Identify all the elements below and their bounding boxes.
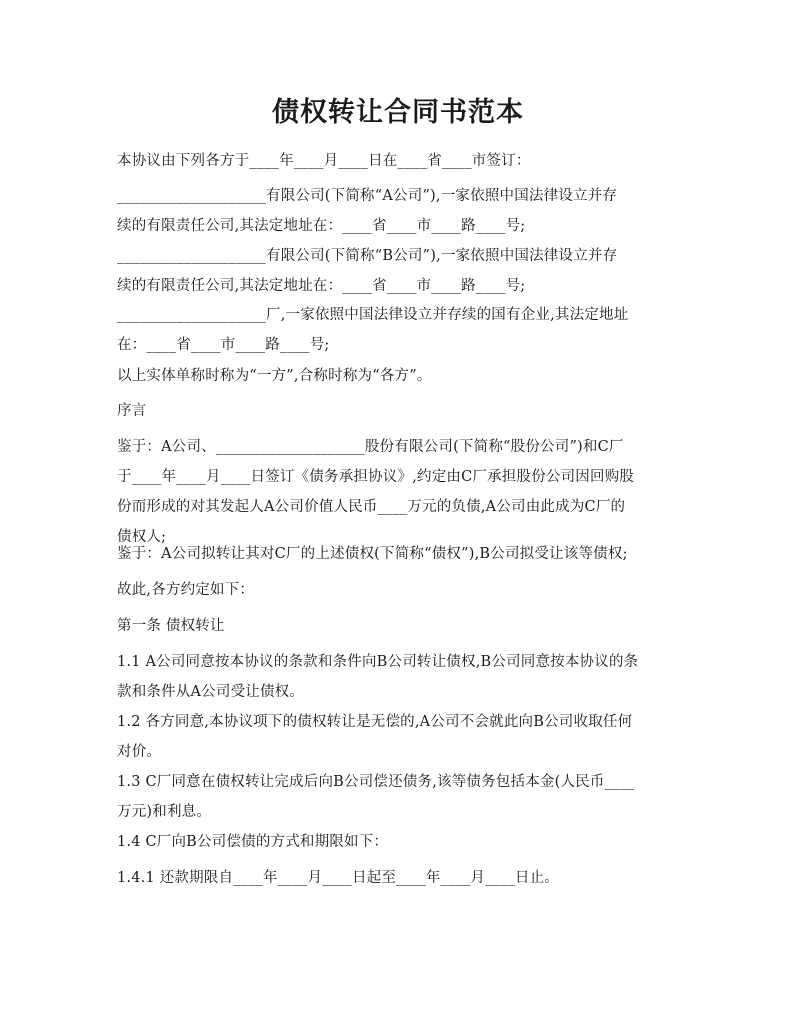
text-line: 于____年____月____日签订《债务承担协议》,约定由C厂承担股份公司因回购股 bbox=[117, 469, 635, 485]
text-line: 以上实体单称时称为“一方”,合称时称为“各方”。 bbox=[117, 368, 432, 384]
paragraph-party-a bbox=[117, 181, 692, 241]
clause-1-2 bbox=[117, 707, 692, 767]
text-line: ____________________有限公司(下简称“A公司”),一家依照中国法律设立并存 bbox=[117, 188, 618, 204]
text-line: 续的有限责任公司,其法定地址在：____省____市____路____号; bbox=[117, 278, 526, 294]
text-line: ____________________厂,一家依照中国法律设立并存续的国有企业,其法定地址 bbox=[117, 307, 629, 323]
text-line: 1.2 各方同意,本协议项下的债权转让是无偿的,A公司不会就此向B公司收取任何 bbox=[117, 714, 633, 730]
text-line: 鉴于：A公司拟转让其对C厂的上述债权(下简称“债权”),B公司拟受让该等债权; bbox=[117, 546, 628, 562]
paragraph-whereas-2 bbox=[117, 539, 692, 569]
heading-article-1 bbox=[117, 611, 692, 641]
heading-preamble bbox=[117, 396, 692, 426]
paragraph-intro bbox=[117, 146, 692, 176]
clause-1-4 bbox=[117, 827, 692, 857]
text-line: 续的有限责任公司,其法定地址在：____省____市____路____号; bbox=[117, 218, 526, 234]
text-line: 1.1 A公司同意按本协议的条款和条件向B公司转让债权,B公司同意按本协议的条 bbox=[117, 654, 639, 670]
text-line: 1.3 C厂同意在债权转让完成后向B公司偿还债务,该等债务包括本金(人民币____ bbox=[117, 774, 635, 790]
text-line: 1.4 C厂向B公司偿债的方式和期限如下： bbox=[117, 834, 389, 850]
paragraph-party-b bbox=[117, 241, 692, 301]
clause-1-1 bbox=[117, 647, 692, 707]
text-line: 鉴于：A公司、____________________股份有限公司(下简称“股份公司”)和C厂 bbox=[117, 439, 624, 455]
text-line: 在：____省____市____路____号; bbox=[117, 337, 330, 353]
text-line: 1.4.1 还款期限自____年____月____日起至____年____月____日止。 bbox=[117, 870, 560, 886]
text-line: 序言 bbox=[117, 403, 147, 419]
text-line: 对价。 bbox=[117, 744, 162, 760]
text-line: 款和条件从A公司受让债权。 bbox=[117, 684, 305, 700]
clause-1-4-1 bbox=[117, 863, 692, 893]
paragraph-collective-name bbox=[117, 361, 692, 391]
paragraph-party-c bbox=[117, 300, 692, 360]
paragraph-therefore bbox=[117, 575, 692, 605]
document-title: 债权转让合同书范本 bbox=[272, 97, 524, 128]
text-line: 本协议由下列各方于____年____月____日在____省____市签订： bbox=[117, 153, 531, 169]
clause-1-3 bbox=[117, 767, 692, 827]
text-line: 债权人; bbox=[117, 529, 167, 545]
text-line: 故此,各方约定如下： bbox=[117, 582, 255, 598]
text-line: ____________________有限公司(下简称“B公司”),一家依照中国法律设立并存 bbox=[117, 248, 618, 264]
text-line: 万元)和利息。 bbox=[117, 804, 212, 820]
text-line: 份而形成的对其发起人A公司价值人民币____万元的负债,A公司由此成为C厂的 bbox=[117, 499, 626, 515]
text-line: 第一条 债权转让 bbox=[117, 618, 225, 634]
paragraph-whereas-1 bbox=[117, 432, 692, 552]
